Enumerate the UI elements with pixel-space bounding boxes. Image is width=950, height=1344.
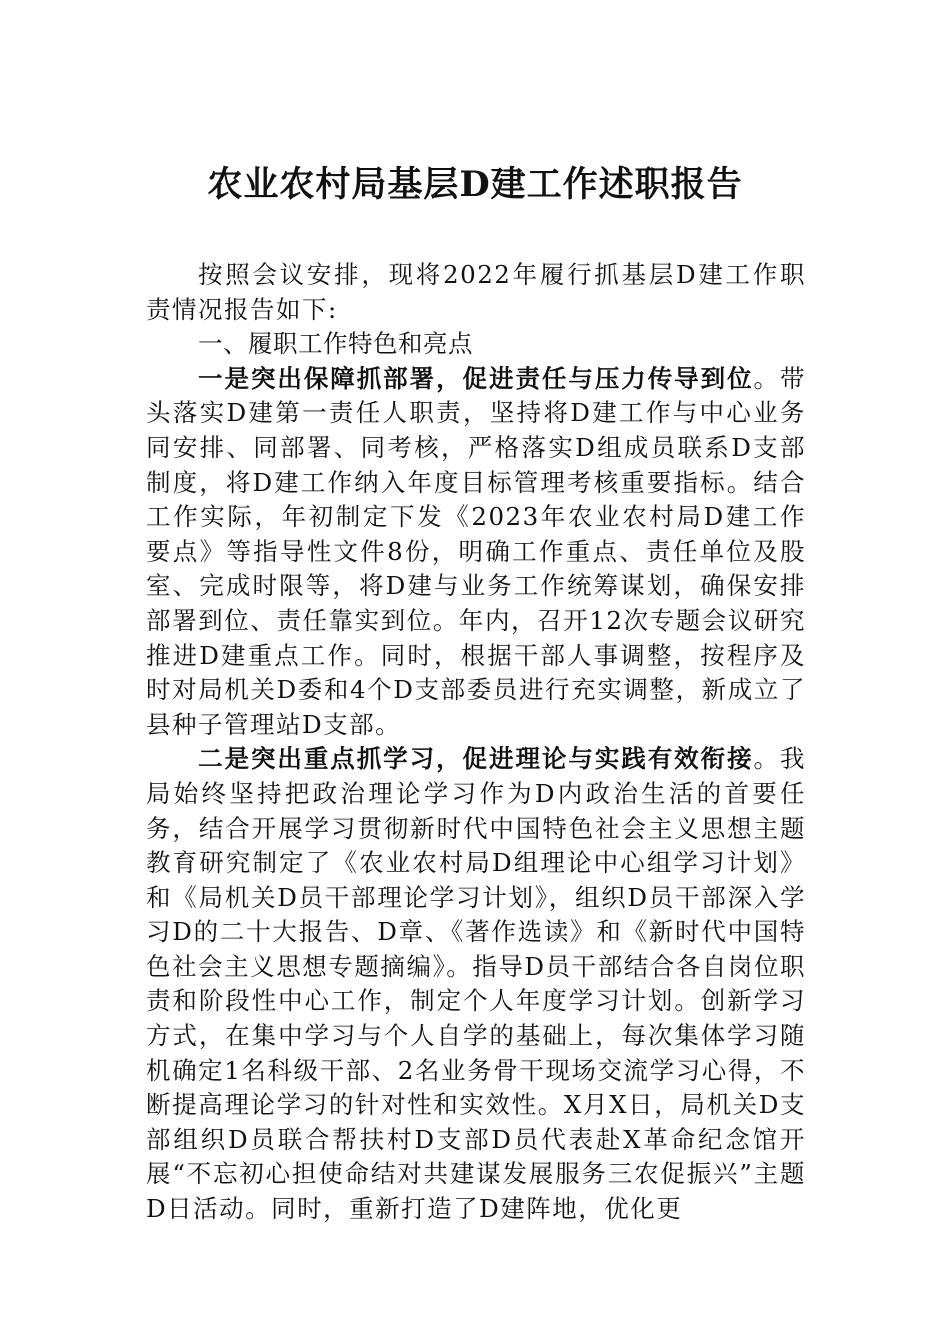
paragraph-2-text: 。我局始终坚持把政治理论学习作为D内政治生活的首要任务，结合开展学习贯彻新时代中国特色社会主义思想主题教育研究制定了《农业农村局D组理论中心组学习计划》和《局机关D员干部理论学习计划》，组织D员干部深入学习D的二十大报告、D章、《著作选读》和《新时代中国特色社会主义思想专题摘编》。指导D员干部结合各自岗位职责和阶段性中心工作，制定个人年度学习计划。创新学习方式，在集中学习与个人自学的基础上，每次集体学习随机确定1名科级干部、2名业务骨干现场交流学习心得，不断提高理论学习的针对性和实效性。X月X日，局机关D支部组织D员联合帮扶村D支部D员代表赴X革命纪念馆开展“不忘初心担使命结对共建谋发展服务三农促振兴”主题D日活动。同时，重新打造了D建阵地，优化更 — [146, 744, 807, 1224]
section-heading: 一、履职工作特色和亮点 — [198, 329, 473, 359]
intro-paragraph: 按照会议安排，现将2022年履行抓基层D建工作职责情况报告如下: — [146, 260, 806, 324]
document-body — [146, 258, 806, 1227]
paragraph-2 — [146, 742, 806, 1226]
paragraph-2-lead: 二是突出重点抓学习，促进理论与实践有效衔接 — [198, 744, 754, 774]
paragraph-1 — [146, 362, 806, 743]
paragraph-1-lead: 一是突出保障抓部署，促进责任与压力传导到位 — [198, 363, 754, 393]
document-title: 农业农村局基层D建工作述职报告 — [207, 164, 743, 205]
paragraph-1-text: 。带头落实D建第一责任人职责，坚持将D建工作与中心业务同安排、同部署、同考核，严格落实D组成员联系D支部制度，将D建工作纳入年度目标管理考核重要指标。结合工作实际，年初制定下发《2023年农业农村局D建工作要点》等指导性文件8份，明确工作重点、责任单位及股室、完成时限等，将D建与业务工作统筹谋划，确保安排部署到位、责任靠实到位。年内，召开12次专题会议研究推进D建重点工作。同时，根据干部人事调整，按程序及时对局机关D委和4个D支部委员进行充实调整，新成立了县种子管理站D支部。 — [146, 363, 807, 739]
